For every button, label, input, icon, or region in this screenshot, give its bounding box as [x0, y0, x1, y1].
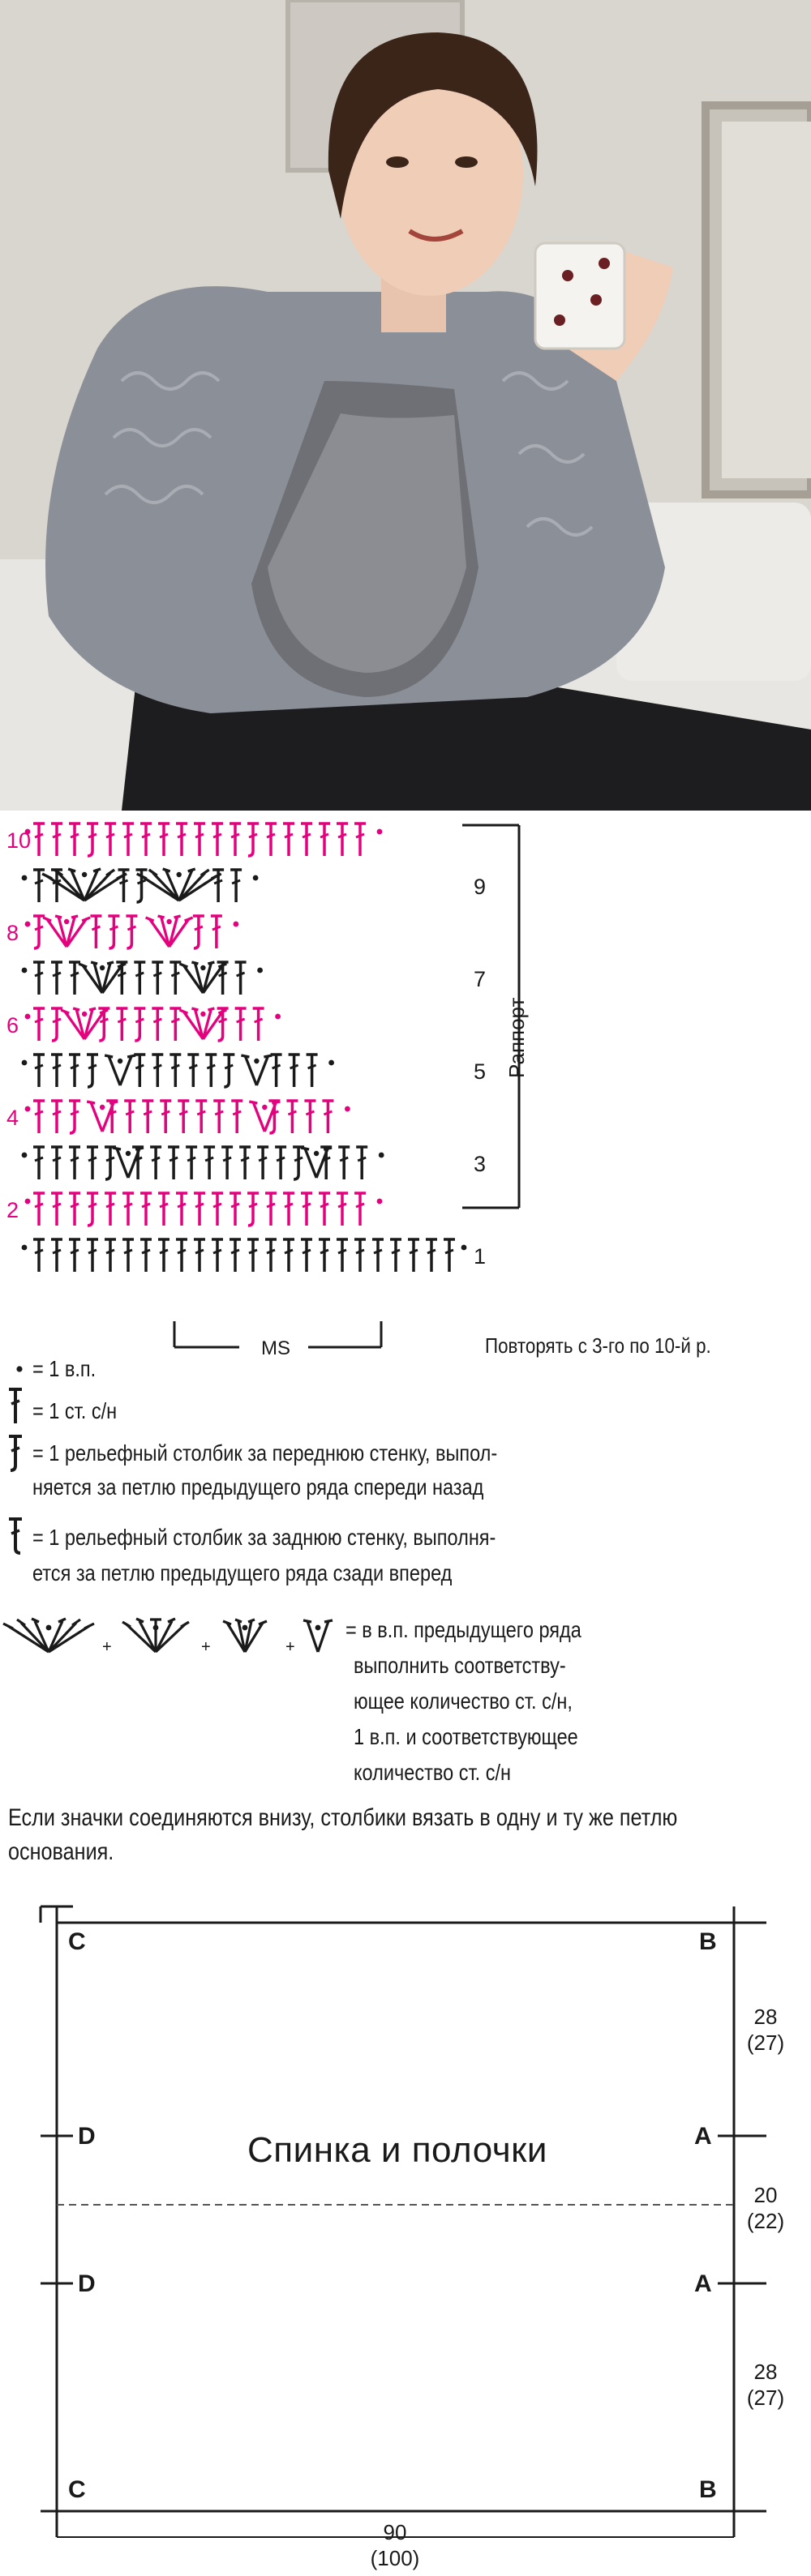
dimension-bottom-right: 28 (27) — [746, 2360, 785, 2410]
stitch-mark — [390, 1239, 401, 1272]
stitch-mark — [301, 1239, 312, 1272]
stitch-mark — [152, 962, 163, 995]
row-number: 3 — [474, 1152, 487, 1176]
stitch-mark — [134, 1055, 145, 1087]
chain-mark — [22, 1245, 28, 1251]
stitch-mark — [134, 1008, 145, 1041]
note-text: Если значки соединяются внизу, столбики вязать в одну и ту же петлю основания. — [8, 1804, 678, 1865]
stitch-mark — [87, 1055, 98, 1087]
stitch-mark — [69, 1193, 80, 1226]
stitch-mark — [354, 1239, 366, 1272]
repeat-label: Раппорт — [504, 997, 529, 1078]
stitch-mark — [140, 824, 152, 856]
stitch-mark — [265, 1193, 277, 1226]
chain-mark — [377, 829, 383, 835]
chain-mark — [345, 1106, 350, 1112]
legend-shell-line-5: количество ст. с/н — [354, 1760, 511, 1785]
stitch-mark — [69, 1239, 80, 1272]
stitch-mark — [204, 1147, 215, 1179]
stitch-mark — [42, 869, 127, 901]
stitch-mark — [230, 1193, 241, 1226]
stitch-mark — [160, 1101, 171, 1133]
repeat-note: Повторять с 3-го по 10-й р. — [485, 1333, 711, 1358]
chain-mark — [25, 1199, 31, 1205]
stitch-mark — [283, 1239, 294, 1272]
stitch-mark — [51, 1055, 62, 1087]
chain-mark — [377, 1199, 383, 1205]
chart-row — [22, 1055, 486, 1087]
stitch-mark — [356, 1147, 367, 1179]
chain-mark — [22, 968, 28, 973]
stitch-mark — [176, 1239, 187, 1272]
stitch-mark — [169, 1008, 181, 1041]
stitch-mark — [239, 1147, 251, 1179]
stitch-mark — [247, 824, 259, 856]
stitch-mark — [61, 1008, 108, 1039]
stitch-mark — [69, 962, 80, 995]
stitch-mark — [213, 1101, 225, 1133]
panel-outline — [57, 1923, 734, 2511]
row-number: 7 — [474, 967, 487, 991]
stitch-mark — [105, 1147, 116, 1179]
stitch-mark — [51, 1193, 62, 1226]
stitch-mark — [69, 824, 80, 856]
stitch-mark — [33, 1193, 45, 1226]
stitch-mark — [87, 1193, 98, 1226]
stitch-mark — [51, 1008, 62, 1041]
row-number: 1 — [474, 1244, 487, 1269]
crochet-chart — [0, 811, 811, 1362]
corner-label-b-bottom: B — [699, 2476, 717, 2503]
legend-back-post-line-1: = 1 рельефный столбик за заднюю стенку, выполня- — [32, 1525, 496, 1550]
stitch-mark — [51, 1101, 62, 1133]
stitch-mark — [337, 1239, 348, 1272]
stitch-mark — [187, 1055, 199, 1087]
stitch-mark — [116, 1008, 127, 1041]
stitch-mark — [194, 1193, 205, 1226]
stitch-mark — [212, 870, 224, 902]
stitch-mark — [158, 1193, 169, 1226]
stitch-mark — [265, 1239, 277, 1272]
stitch-mark — [179, 1008, 226, 1039]
legend-front-post-line-2: няется за петлю предыдущего ряда спереди назад — [32, 1474, 484, 1500]
chain-mark — [461, 1245, 467, 1251]
stitch-mark — [43, 916, 90, 947]
chart-row — [22, 869, 486, 902]
stitch-mark — [69, 1147, 80, 1179]
corner-label-a-1: A — [694, 2123, 712, 2150]
stitch-mark — [322, 1101, 333, 1133]
stitch-mark — [301, 1193, 312, 1226]
stitch-mark — [212, 1239, 223, 1272]
stitch-mark — [69, 1101, 80, 1133]
chain-mark — [253, 875, 259, 881]
garment-schematic — [0, 1889, 811, 2576]
stitch-mark — [105, 1193, 116, 1226]
stitch-mark — [179, 962, 226, 993]
front-post-icon — [5, 1433, 26, 1474]
stitch-mark — [372, 1239, 384, 1272]
plus-sign: + — [201, 1638, 211, 1655]
stitch-mark — [193, 916, 204, 948]
stitch-mark — [51, 824, 62, 856]
stitch-mark — [169, 1055, 181, 1087]
stitch-mark — [319, 824, 330, 856]
stitch-mark — [223, 1055, 234, 1087]
stitch-mark — [230, 824, 241, 856]
stitch-mark — [122, 1239, 134, 1272]
stitch-mark — [354, 824, 366, 856]
legend-shell-line-3: ющее количество ст. с/н, — [354, 1688, 573, 1714]
stitch-mark — [158, 824, 169, 856]
row-number: 5 — [474, 1059, 487, 1084]
stitch-mark — [122, 1193, 134, 1226]
chain-mark — [25, 1014, 31, 1020]
corner-label-d-1: D — [78, 2123, 96, 2150]
legend-chain-text: = 1 в.п. — [32, 1356, 97, 1381]
stitch-mark — [247, 1193, 259, 1226]
chain-mark — [257, 968, 263, 973]
dc-icon — [5, 1386, 26, 1427]
stitch-mark — [319, 1193, 330, 1226]
stitch-mark — [253, 1008, 264, 1041]
stitch-mark — [221, 1147, 233, 1179]
stitch-mark — [230, 870, 242, 902]
chain-mark — [25, 922, 31, 927]
stitch-mark — [194, 824, 205, 856]
stitch-mark — [231, 1101, 242, 1133]
chain-mark — [379, 1153, 384, 1158]
stitch-mark — [152, 1055, 163, 1087]
corner-label-c-bottom: C — [68, 2476, 86, 2503]
stitch-mark — [408, 1239, 419, 1272]
stitch-mark — [69, 1055, 80, 1087]
stitch-mark — [289, 1055, 300, 1087]
stitch-mark — [337, 824, 348, 856]
stitch-mark — [195, 1101, 207, 1133]
stitch-mark — [257, 1147, 268, 1179]
row-number: 10 — [6, 828, 32, 853]
stitch-mark — [118, 870, 130, 902]
corner-label-b-top: B — [699, 1928, 717, 1955]
row-number: 6 — [6, 1013, 19, 1038]
stitch-mark — [293, 1147, 304, 1179]
plus-sign: + — [285, 1638, 295, 1655]
legend-shell-line-2: выполнить соответству- — [354, 1653, 566, 1678]
stitch-mark — [307, 1055, 318, 1087]
stitch-mark — [105, 824, 116, 856]
chart-row — [6, 1193, 382, 1226]
stitch-mark — [152, 1008, 163, 1041]
chart-svg — [0, 811, 811, 1362]
stitch-mark — [212, 1193, 223, 1226]
stitch-mark — [194, 1239, 205, 1272]
stitch-mark — [33, 916, 45, 948]
corner-label-c-top: C — [68, 1928, 86, 1955]
stitch-mark — [51, 1147, 62, 1179]
chain-icon — [11, 1359, 31, 1379]
schematic-svg — [0, 1889, 811, 2576]
row-number: 9 — [474, 875, 487, 899]
stitch-mark — [235, 1008, 247, 1041]
stitch-mark — [176, 1193, 187, 1226]
stitch-mark — [87, 1147, 98, 1179]
stitch-mark — [105, 1055, 135, 1085]
row-number: 4 — [6, 1106, 19, 1130]
chart-row — [6, 1008, 281, 1041]
stitch-mark — [337, 1193, 348, 1226]
stitch-mark — [301, 824, 312, 856]
stitch-mark — [87, 1239, 98, 1272]
stitch-mark — [105, 1239, 116, 1272]
model-photo — [0, 0, 811, 811]
stitch-mark — [122, 824, 134, 856]
stitch-mark — [286, 1101, 298, 1133]
legend-back-post-line-2: ется за петлю предыдущего ряда сзади вперед — [32, 1560, 453, 1585]
stitch-mark — [51, 962, 62, 995]
stitch-mark — [283, 824, 294, 856]
stitch-mark — [146, 916, 193, 947]
stitch-mark — [235, 962, 247, 995]
stitch-mark — [247, 1239, 259, 1272]
dimension-width: 90 (100) — [370, 2520, 420, 2570]
legend-shell-line-4: 1 в.п. и соответствующее — [354, 1724, 578, 1749]
stitch-mark — [108, 916, 119, 948]
stitch-mark — [140, 1193, 152, 1226]
stitch-mark — [33, 1101, 45, 1133]
ms-label: MS — [261, 1337, 290, 1359]
plus-sign: + — [102, 1638, 112, 1655]
stitch-mark — [150, 1147, 161, 1179]
photo-illustration — [0, 0, 811, 811]
stitch-mark — [33, 1055, 45, 1087]
chart-row — [22, 962, 486, 995]
chain-mark — [275, 1014, 281, 1020]
stitch-mark — [140, 1239, 152, 1272]
panel-title: Спинка и полочки — [247, 2130, 547, 2170]
stitch-mark — [426, 1239, 437, 1272]
dimension-middle: 20 (22) — [746, 2183, 785, 2233]
stitch-mark — [338, 1147, 350, 1179]
stitch-mark — [212, 824, 223, 856]
stitch-mark — [354, 1193, 366, 1226]
stitch-mark — [211, 916, 222, 948]
chart-row — [6, 916, 238, 948]
stitch-mark — [241, 1055, 272, 1085]
stitch-mark — [33, 1239, 45, 1272]
legend-front-post-line-1: = 1 рельефный столбик за переднюю стенку, выпол- — [32, 1440, 498, 1466]
stitch-mark — [124, 1101, 135, 1133]
stitch-mark — [176, 824, 187, 856]
stitch-mark — [186, 1147, 197, 1179]
stitch-mark — [205, 1055, 217, 1087]
stitch-mark — [33, 1008, 45, 1041]
stitch-mark — [90, 916, 101, 948]
legend-shell-line-1: = в в.п. предыдущего ряда — [345, 1617, 581, 1642]
chart-row — [6, 1101, 350, 1133]
chart-row — [22, 1239, 486, 1272]
chain-mark — [22, 875, 28, 881]
stitch-mark — [168, 1147, 179, 1179]
stitch-mark — [142, 1101, 153, 1133]
stitch-mark — [51, 1239, 62, 1272]
stitch-mark — [444, 1239, 455, 1272]
stitch-mark — [230, 1239, 241, 1272]
chain-mark — [22, 1153, 28, 1158]
stitch-mark — [271, 1055, 282, 1087]
stitch-mark — [283, 1193, 294, 1226]
stitch-mark — [126, 916, 137, 948]
dimension-top: 28 (27) — [746, 2005, 785, 2055]
stitch-mark — [265, 824, 277, 856]
stitch-mark — [178, 1101, 189, 1133]
corner-label-d-2: D — [78, 2270, 96, 2297]
stitch-mark — [33, 824, 45, 856]
back-post-icon — [5, 1516, 26, 1556]
corner-label-a-2: A — [694, 2270, 712, 2297]
chain-mark — [25, 1106, 31, 1112]
stitch-mark — [33, 962, 45, 995]
chain-mark — [328, 1060, 334, 1066]
chain-mark — [22, 1060, 28, 1066]
stitch-mark — [319, 1239, 330, 1272]
stitch-mark — [158, 1239, 169, 1272]
stitch-mark — [134, 962, 145, 995]
row-number: 8 — [6, 921, 19, 945]
legend-dc-text: = 1 ст. с/н — [32, 1398, 118, 1423]
chain-mark — [234, 922, 239, 927]
chart-row — [22, 1147, 486, 1179]
stitch-mark — [275, 1147, 286, 1179]
chart-row — [6, 824, 382, 856]
stitch-mark — [87, 824, 98, 856]
shell-group-icon — [2, 1605, 342, 1655]
stitch-mark — [33, 1147, 45, 1179]
stitch-mark — [169, 962, 181, 995]
stitch-mark — [304, 1101, 315, 1133]
stitch-mark — [79, 962, 126, 993]
row-number: 2 — [6, 1198, 19, 1222]
stitch-mark — [137, 869, 221, 901]
